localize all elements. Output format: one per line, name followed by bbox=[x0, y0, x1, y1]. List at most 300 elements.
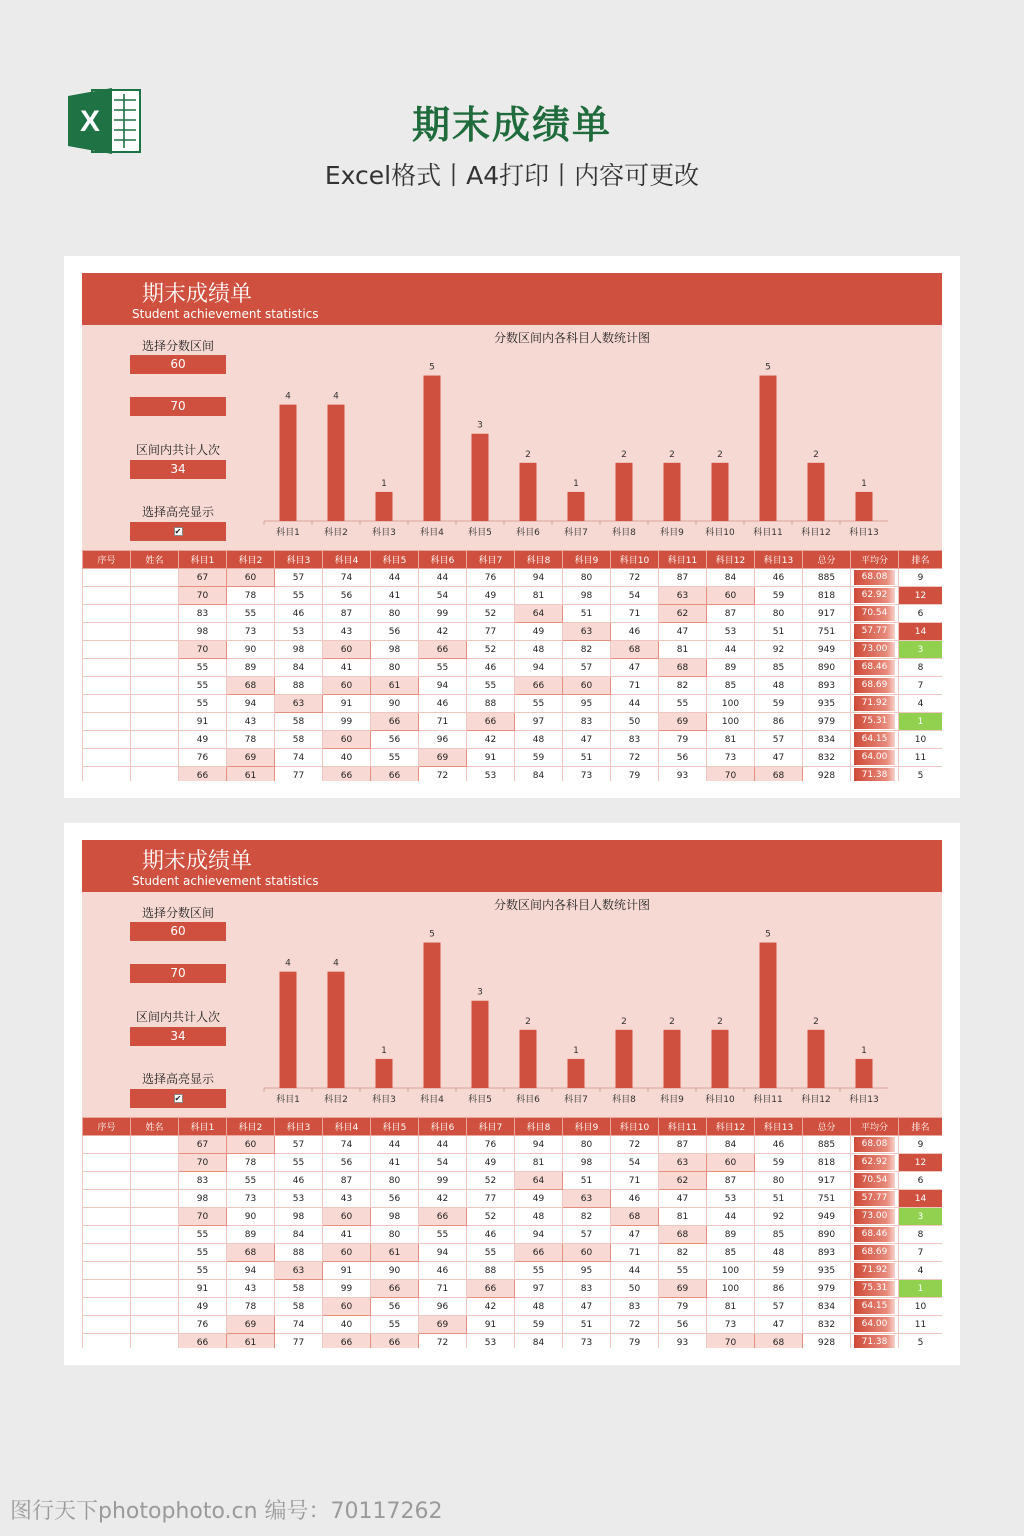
table-cell[interactable]: 56 bbox=[323, 587, 371, 605]
column-header[interactable]: 姓名 bbox=[131, 551, 179, 569]
table-cell[interactable]: 44 bbox=[371, 569, 419, 587]
table-cell[interactable]: 53 bbox=[467, 767, 515, 782]
column-header[interactable]: 科目11 bbox=[659, 1118, 707, 1136]
table-cell[interactable]: 61 bbox=[371, 677, 419, 695]
table-cell[interactable]: 50 bbox=[611, 713, 659, 731]
table-cell[interactable]: 83 bbox=[611, 1298, 659, 1316]
table-cell[interactable]: 48 bbox=[515, 1208, 563, 1226]
table-cell[interactable] bbox=[851, 1280, 899, 1298]
table-cell[interactable]: 55 bbox=[227, 605, 275, 623]
table-cell[interactable] bbox=[851, 767, 899, 782]
table-cell[interactable]: 94 bbox=[515, 569, 563, 587]
table-cell[interactable]: 818 bbox=[803, 587, 851, 605]
table-cell[interactable]: 8 bbox=[899, 659, 943, 677]
table-cell[interactable]: 87 bbox=[659, 1136, 707, 1154]
table-cell[interactable]: 70 bbox=[179, 641, 227, 659]
table-cell[interactable]: 50 bbox=[611, 1280, 659, 1298]
table-cell[interactable]: 47 bbox=[755, 749, 803, 767]
table-cell[interactable]: 49 bbox=[515, 1190, 563, 1208]
table-cell[interactable] bbox=[131, 1262, 179, 1280]
table-cell[interactable]: 91 bbox=[467, 1316, 515, 1334]
table-cell[interactable]: 61 bbox=[371, 1244, 419, 1262]
table-cell[interactable]: 44 bbox=[611, 695, 659, 713]
table-cell[interactable]: 74 bbox=[275, 1316, 323, 1334]
table-cell[interactable]: 73 bbox=[707, 749, 755, 767]
table-cell[interactable]: 54 bbox=[419, 1154, 467, 1172]
table-cell[interactable]: 85 bbox=[707, 677, 755, 695]
table-cell[interactable]: 95 bbox=[563, 695, 611, 713]
table-cell[interactable]: 100 bbox=[707, 1280, 755, 1298]
table-cell[interactable]: 98 bbox=[179, 1190, 227, 1208]
table-cell[interactable]: 41 bbox=[371, 1154, 419, 1172]
checkbox-icon[interactable]: ✔ bbox=[174, 1094, 182, 1103]
table-cell[interactable]: 90 bbox=[227, 1208, 275, 1226]
table-cell[interactable]: 4 bbox=[899, 1262, 943, 1280]
table-cell[interactable] bbox=[851, 1298, 899, 1316]
column-header[interactable]: 科目2 bbox=[227, 1118, 275, 1136]
table-cell[interactable]: 98 bbox=[371, 641, 419, 659]
table-cell[interactable]: 73 bbox=[563, 767, 611, 782]
table-cell[interactable]: 69 bbox=[419, 1316, 467, 1334]
table-cell[interactable]: 44 bbox=[611, 1262, 659, 1280]
table-cell[interactable]: 66 bbox=[467, 1280, 515, 1298]
table-cell[interactable]: 98 bbox=[563, 587, 611, 605]
table-cell[interactable]: 61 bbox=[227, 1334, 275, 1349]
table-cell[interactable]: 67 bbox=[179, 569, 227, 587]
table-cell[interactable]: 89 bbox=[227, 659, 275, 677]
table-cell[interactable]: 60 bbox=[323, 1244, 371, 1262]
table-cell[interactable]: 57 bbox=[755, 1298, 803, 1316]
table-cell[interactable]: 87 bbox=[323, 1172, 371, 1190]
table-cell[interactable]: 44 bbox=[707, 1208, 755, 1226]
table-cell[interactable]: 55 bbox=[419, 659, 467, 677]
table-cell[interactable]: 71 bbox=[611, 1244, 659, 1262]
column-header[interactable]: 科目5 bbox=[371, 1118, 419, 1136]
table-cell[interactable]: 55 bbox=[371, 749, 419, 767]
table-cell[interactable]: 72 bbox=[611, 569, 659, 587]
table-cell[interactable]: 68 bbox=[755, 767, 803, 782]
table-cell[interactable]: 100 bbox=[707, 1262, 755, 1280]
table-cell[interactable]: 66 bbox=[371, 767, 419, 782]
table-cell[interactable]: 94 bbox=[515, 1226, 563, 1244]
table-cell[interactable]: 54 bbox=[611, 587, 659, 605]
table-cell[interactable]: 917 bbox=[803, 1172, 851, 1190]
table-cell[interactable] bbox=[83, 1298, 131, 1316]
table-cell[interactable] bbox=[83, 731, 131, 749]
table-cell[interactable]: 63 bbox=[659, 1154, 707, 1172]
table-cell[interactable]: 885 bbox=[803, 569, 851, 587]
table-cell[interactable]: 84 bbox=[707, 569, 755, 587]
table-cell[interactable] bbox=[131, 695, 179, 713]
table-cell[interactable]: 87 bbox=[659, 569, 707, 587]
table-cell[interactable]: 88 bbox=[467, 1262, 515, 1280]
table-cell[interactable]: 935 bbox=[803, 1262, 851, 1280]
table-cell[interactable]: 77 bbox=[275, 1334, 323, 1349]
table-cell[interactable]: 78 bbox=[227, 1154, 275, 1172]
table-cell[interactable]: 43 bbox=[227, 713, 275, 731]
table-cell[interactable]: 49 bbox=[467, 587, 515, 605]
table-cell[interactable]: 55 bbox=[179, 695, 227, 713]
table-cell[interactable]: 43 bbox=[227, 1280, 275, 1298]
table-cell[interactable]: 54 bbox=[419, 587, 467, 605]
table-cell[interactable] bbox=[131, 605, 179, 623]
table-cell[interactable] bbox=[83, 587, 131, 605]
table-cell[interactable] bbox=[131, 1190, 179, 1208]
table-cell[interactable]: 59 bbox=[515, 749, 563, 767]
table-cell[interactable]: 59 bbox=[755, 587, 803, 605]
table-cell[interactable]: 63 bbox=[275, 1262, 323, 1280]
table-cell[interactable]: 76 bbox=[467, 569, 515, 587]
table-cell[interactable]: 63 bbox=[563, 623, 611, 641]
table-cell[interactable]: 58 bbox=[275, 731, 323, 749]
range-low-input[interactable]: 60 bbox=[130, 922, 226, 941]
table-cell[interactable] bbox=[131, 767, 179, 782]
table-cell[interactable]: 70 bbox=[179, 587, 227, 605]
table-cell[interactable]: 59 bbox=[515, 1316, 563, 1334]
table-cell[interactable]: 69 bbox=[659, 1280, 707, 1298]
column-header[interactable]: 总分 bbox=[803, 1118, 851, 1136]
table-cell[interactable]: 56 bbox=[659, 749, 707, 767]
table-cell[interactable]: 67 bbox=[179, 1136, 227, 1154]
table-cell[interactable]: 66 bbox=[515, 1244, 563, 1262]
table-cell[interactable] bbox=[851, 1172, 899, 1190]
table-cell[interactable]: 80 bbox=[563, 569, 611, 587]
table-cell[interactable]: 1 bbox=[899, 713, 943, 731]
table-cell[interactable]: 80 bbox=[755, 605, 803, 623]
table-cell[interactable] bbox=[131, 677, 179, 695]
table-cell[interactable]: 14 bbox=[899, 623, 943, 641]
table-cell[interactable]: 99 bbox=[419, 1172, 467, 1190]
table-cell[interactable]: 47 bbox=[755, 1316, 803, 1334]
table-cell[interactable]: 71 bbox=[419, 713, 467, 731]
table-cell[interactable]: 46 bbox=[755, 1136, 803, 1154]
table-cell[interactable] bbox=[83, 695, 131, 713]
table-cell[interactable]: 93 bbox=[659, 767, 707, 782]
table-cell[interactable]: 98 bbox=[179, 623, 227, 641]
table-cell[interactable]: 55 bbox=[275, 1154, 323, 1172]
table-cell[interactable]: 834 bbox=[803, 1298, 851, 1316]
table-cell[interactable]: 56 bbox=[371, 1190, 419, 1208]
table-cell[interactable]: 70 bbox=[707, 767, 755, 782]
table-cell[interactable]: 4 bbox=[899, 695, 943, 713]
table-cell[interactable]: 44 bbox=[419, 569, 467, 587]
table-cell[interactable]: 90 bbox=[227, 641, 275, 659]
table-cell[interactable]: 51 bbox=[755, 1190, 803, 1208]
table-cell[interactable]: 46 bbox=[611, 1190, 659, 1208]
table-cell[interactable]: 66 bbox=[515, 677, 563, 695]
table-cell[interactable]: 47 bbox=[563, 1298, 611, 1316]
table-cell[interactable] bbox=[851, 677, 899, 695]
column-header[interactable]: 序号 bbox=[83, 551, 131, 569]
table-cell[interactable]: 89 bbox=[707, 659, 755, 677]
table-cell[interactable] bbox=[851, 1226, 899, 1244]
table-cell[interactable]: 99 bbox=[323, 1280, 371, 1298]
table-cell[interactable]: 52 bbox=[467, 605, 515, 623]
table-cell[interactable]: 72 bbox=[611, 1316, 659, 1334]
column-header[interactable]: 科目13 bbox=[755, 551, 803, 569]
table-cell[interactable]: 70 bbox=[179, 1208, 227, 1226]
table-cell[interactable]: 56 bbox=[371, 731, 419, 749]
table-cell[interactable]: 66 bbox=[371, 713, 419, 731]
table-cell[interactable]: 55 bbox=[419, 1226, 467, 1244]
table-cell[interactable]: 84 bbox=[275, 1226, 323, 1244]
table-cell[interactable]: 80 bbox=[371, 659, 419, 677]
table-cell[interactable] bbox=[851, 1190, 899, 1208]
table-cell[interactable]: 60 bbox=[563, 1244, 611, 1262]
table-cell[interactable]: 47 bbox=[659, 1190, 707, 1208]
table-cell[interactable]: 85 bbox=[707, 1244, 755, 1262]
table-cell[interactable]: 82 bbox=[659, 677, 707, 695]
table-cell[interactable] bbox=[83, 1316, 131, 1334]
table-cell[interactable]: 46 bbox=[467, 1226, 515, 1244]
table-cell[interactable]: 55 bbox=[659, 1262, 707, 1280]
table-cell[interactable]: 55 bbox=[179, 1226, 227, 1244]
table-cell[interactable]: 8 bbox=[899, 1226, 943, 1244]
table-cell[interactable]: 68 bbox=[611, 641, 659, 659]
table-cell[interactable]: 5 bbox=[899, 1334, 943, 1349]
table-cell[interactable]: 9 bbox=[899, 569, 943, 587]
table-cell[interactable]: 60 bbox=[323, 731, 371, 749]
table-cell[interactable]: 84 bbox=[515, 1334, 563, 1349]
table-cell[interactable]: 53 bbox=[275, 1190, 323, 1208]
table-cell[interactable]: 11 bbox=[899, 749, 943, 767]
table-cell[interactable]: 56 bbox=[371, 1298, 419, 1316]
table-cell[interactable]: 87 bbox=[707, 1172, 755, 1190]
table-cell[interactable]: 81 bbox=[707, 731, 755, 749]
table-cell[interactable]: 94 bbox=[419, 677, 467, 695]
column-header[interactable]: 姓名 bbox=[131, 1118, 179, 1136]
table-cell[interactable]: 94 bbox=[227, 695, 275, 713]
table-cell[interactable]: 84 bbox=[515, 767, 563, 782]
table-cell[interactable]: 83 bbox=[611, 731, 659, 749]
table-cell[interactable]: 91 bbox=[179, 1280, 227, 1298]
table-cell[interactable]: 979 bbox=[803, 1280, 851, 1298]
table-cell[interactable]: 60 bbox=[323, 641, 371, 659]
table-cell[interactable]: 818 bbox=[803, 1154, 851, 1172]
table-cell[interactable]: 53 bbox=[707, 1190, 755, 1208]
table-cell[interactable]: 3 bbox=[899, 1208, 943, 1226]
table-cell[interactable]: 44 bbox=[707, 641, 755, 659]
table-cell[interactable]: 89 bbox=[707, 1226, 755, 1244]
table-cell[interactable]: 55 bbox=[659, 695, 707, 713]
table-cell[interactable] bbox=[83, 641, 131, 659]
table-cell[interactable]: 68 bbox=[611, 1208, 659, 1226]
table-cell[interactable] bbox=[83, 1172, 131, 1190]
column-header[interactable]: 平均分 bbox=[851, 1118, 899, 1136]
table-cell[interactable]: 91 bbox=[323, 695, 371, 713]
table-cell[interactable]: 69 bbox=[227, 749, 275, 767]
table-cell[interactable] bbox=[83, 677, 131, 695]
table-cell[interactable]: 40 bbox=[323, 749, 371, 767]
table-cell[interactable]: 14 bbox=[899, 1190, 943, 1208]
table-cell[interactable]: 66 bbox=[419, 641, 467, 659]
table-cell[interactable] bbox=[83, 749, 131, 767]
table-cell[interactable]: 55 bbox=[179, 677, 227, 695]
table-cell[interactable]: 72 bbox=[419, 767, 467, 782]
table-cell[interactable] bbox=[131, 749, 179, 767]
table-cell[interactable] bbox=[131, 1334, 179, 1349]
table-cell[interactable]: 77 bbox=[467, 623, 515, 641]
table-cell[interactable] bbox=[851, 731, 899, 749]
table-cell[interactable]: 86 bbox=[755, 713, 803, 731]
table-cell[interactable]: 83 bbox=[563, 713, 611, 731]
table-cell[interactable]: 79 bbox=[659, 1298, 707, 1316]
table-cell[interactable] bbox=[131, 569, 179, 587]
table-cell[interactable]: 78 bbox=[227, 587, 275, 605]
table-cell[interactable] bbox=[131, 1208, 179, 1226]
table-cell[interactable]: 80 bbox=[371, 605, 419, 623]
column-header[interactable]: 总分 bbox=[803, 551, 851, 569]
highlight-toggle[interactable] bbox=[130, 522, 226, 541]
table-cell[interactable] bbox=[131, 1316, 179, 1334]
table-cell[interactable]: 40 bbox=[323, 1316, 371, 1334]
table-cell[interactable]: 78 bbox=[227, 1298, 275, 1316]
table-cell[interactable]: 66 bbox=[371, 1334, 419, 1349]
table-cell[interactable]: 81 bbox=[515, 1154, 563, 1172]
table-cell[interactable]: 42 bbox=[419, 1190, 467, 1208]
table-cell[interactable] bbox=[131, 1136, 179, 1154]
column-header[interactable]: 科目10 bbox=[611, 1118, 659, 1136]
table-cell[interactable]: 59 bbox=[755, 1262, 803, 1280]
table-cell[interactable] bbox=[851, 1154, 899, 1172]
table-cell[interactable] bbox=[851, 1208, 899, 1226]
table-cell[interactable]: 12 bbox=[899, 587, 943, 605]
table-cell[interactable]: 56 bbox=[371, 623, 419, 641]
table-cell[interactable]: 81 bbox=[659, 1208, 707, 1226]
table-cell[interactable]: 86 bbox=[755, 1280, 803, 1298]
table-cell[interactable] bbox=[851, 1316, 899, 1334]
column-header[interactable]: 平均分 bbox=[851, 551, 899, 569]
table-cell[interactable]: 93 bbox=[659, 1334, 707, 1349]
table-cell[interactable]: 63 bbox=[659, 587, 707, 605]
table-cell[interactable]: 44 bbox=[419, 1136, 467, 1154]
table-cell[interactable]: 56 bbox=[659, 1316, 707, 1334]
table-cell[interactable]: 47 bbox=[611, 1226, 659, 1244]
table-cell[interactable]: 68 bbox=[659, 659, 707, 677]
table-cell[interactable]: 77 bbox=[467, 1190, 515, 1208]
table-cell[interactable]: 76 bbox=[179, 749, 227, 767]
table-cell[interactable]: 68 bbox=[227, 677, 275, 695]
table-cell[interactable]: 60 bbox=[707, 1154, 755, 1172]
table-cell[interactable] bbox=[851, 587, 899, 605]
table-cell[interactable]: 60 bbox=[227, 1136, 275, 1154]
table-cell[interactable]: 62 bbox=[659, 605, 707, 623]
table-cell[interactable]: 80 bbox=[371, 1226, 419, 1244]
table-cell[interactable]: 80 bbox=[371, 1172, 419, 1190]
table-cell[interactable]: 46 bbox=[755, 569, 803, 587]
table-cell[interactable]: 64 bbox=[515, 605, 563, 623]
table-cell[interactable] bbox=[131, 641, 179, 659]
table-cell[interactable]: 59 bbox=[755, 1154, 803, 1172]
table-cell[interactable]: 7 bbox=[899, 677, 943, 695]
table-cell[interactable]: 87 bbox=[707, 605, 755, 623]
table-cell[interactable]: 98 bbox=[563, 1154, 611, 1172]
table-cell[interactable]: 46 bbox=[275, 1172, 323, 1190]
table-cell[interactable]: 48 bbox=[515, 641, 563, 659]
table-cell[interactable]: 6 bbox=[899, 605, 943, 623]
table-cell[interactable]: 44 bbox=[371, 1136, 419, 1154]
table-cell[interactable] bbox=[131, 1172, 179, 1190]
table-cell[interactable] bbox=[83, 605, 131, 623]
table-cell[interactable]: 61 bbox=[227, 767, 275, 782]
table-cell[interactable]: 82 bbox=[563, 1208, 611, 1226]
table-cell[interactable]: 51 bbox=[563, 1316, 611, 1334]
table-cell[interactable]: 88 bbox=[275, 1244, 323, 1262]
column-header[interactable]: 科目11 bbox=[659, 551, 707, 569]
table-cell[interactable]: 7 bbox=[899, 1244, 943, 1262]
table-cell[interactable]: 94 bbox=[227, 1262, 275, 1280]
table-cell[interactable]: 55 bbox=[275, 587, 323, 605]
table-cell[interactable] bbox=[83, 623, 131, 641]
table-cell[interactable]: 48 bbox=[755, 677, 803, 695]
table-cell[interactable]: 11 bbox=[899, 1316, 943, 1334]
table-cell[interactable] bbox=[131, 587, 179, 605]
column-header[interactable]: 科目8 bbox=[515, 551, 563, 569]
table-cell[interactable]: 49 bbox=[467, 1154, 515, 1172]
table-cell[interactable]: 52 bbox=[467, 1208, 515, 1226]
table-cell[interactable]: 43 bbox=[323, 623, 371, 641]
table-cell[interactable]: 77 bbox=[275, 767, 323, 782]
table-cell[interactable]: 71 bbox=[611, 677, 659, 695]
table-cell[interactable] bbox=[83, 1334, 131, 1349]
column-header[interactable]: 排名 bbox=[899, 1118, 943, 1136]
table-cell[interactable]: 12 bbox=[899, 1154, 943, 1172]
table-cell[interactable]: 60 bbox=[707, 587, 755, 605]
table-cell[interactable]: 74 bbox=[323, 1136, 371, 1154]
column-header[interactable]: 科目12 bbox=[707, 1118, 755, 1136]
table-cell[interactable]: 48 bbox=[755, 1244, 803, 1262]
table-cell[interactable]: 72 bbox=[419, 1334, 467, 1349]
table-cell[interactable]: 74 bbox=[275, 749, 323, 767]
column-header[interactable]: 科目12 bbox=[707, 551, 755, 569]
table-cell[interactable]: 928 bbox=[803, 1334, 851, 1349]
table-cell[interactable]: 87 bbox=[323, 605, 371, 623]
table-cell[interactable]: 62 bbox=[659, 1172, 707, 1190]
table-cell[interactable] bbox=[83, 1226, 131, 1244]
table-cell[interactable]: 42 bbox=[467, 731, 515, 749]
column-header[interactable]: 序号 bbox=[83, 1118, 131, 1136]
table-cell[interactable] bbox=[131, 623, 179, 641]
table-cell[interactable] bbox=[131, 731, 179, 749]
table-cell[interactable]: 55 bbox=[179, 1262, 227, 1280]
table-cell[interactable]: 6 bbox=[899, 1172, 943, 1190]
table-cell[interactable]: 66 bbox=[323, 767, 371, 782]
table-cell[interactable]: 55 bbox=[467, 677, 515, 695]
table-cell[interactable]: 96 bbox=[419, 731, 467, 749]
table-cell[interactable]: 98 bbox=[371, 1208, 419, 1226]
table-cell[interactable]: 81 bbox=[659, 641, 707, 659]
table-cell[interactable]: 100 bbox=[707, 713, 755, 731]
column-header[interactable]: 科目6 bbox=[419, 551, 467, 569]
table-cell[interactable]: 100 bbox=[707, 695, 755, 713]
table-cell[interactable]: 81 bbox=[707, 1298, 755, 1316]
column-header[interactable]: 科目9 bbox=[563, 1118, 611, 1136]
checkbox-icon[interactable]: ✔ bbox=[174, 527, 182, 536]
table-cell[interactable]: 55 bbox=[227, 1172, 275, 1190]
table-cell[interactable]: 53 bbox=[275, 623, 323, 641]
table-cell[interactable]: 96 bbox=[419, 1298, 467, 1316]
table-cell[interactable]: 79 bbox=[659, 731, 707, 749]
table-cell[interactable]: 3 bbox=[899, 641, 943, 659]
table-cell[interactable]: 76 bbox=[179, 1316, 227, 1334]
table-cell[interactable]: 84 bbox=[707, 1136, 755, 1154]
table-cell[interactable]: 74 bbox=[323, 569, 371, 587]
table-cell[interactable] bbox=[851, 713, 899, 731]
table-cell[interactable]: 90 bbox=[371, 695, 419, 713]
table-cell[interactable]: 53 bbox=[707, 623, 755, 641]
column-header[interactable]: 科目1 bbox=[179, 551, 227, 569]
table-cell[interactable]: 89 bbox=[227, 1226, 275, 1244]
